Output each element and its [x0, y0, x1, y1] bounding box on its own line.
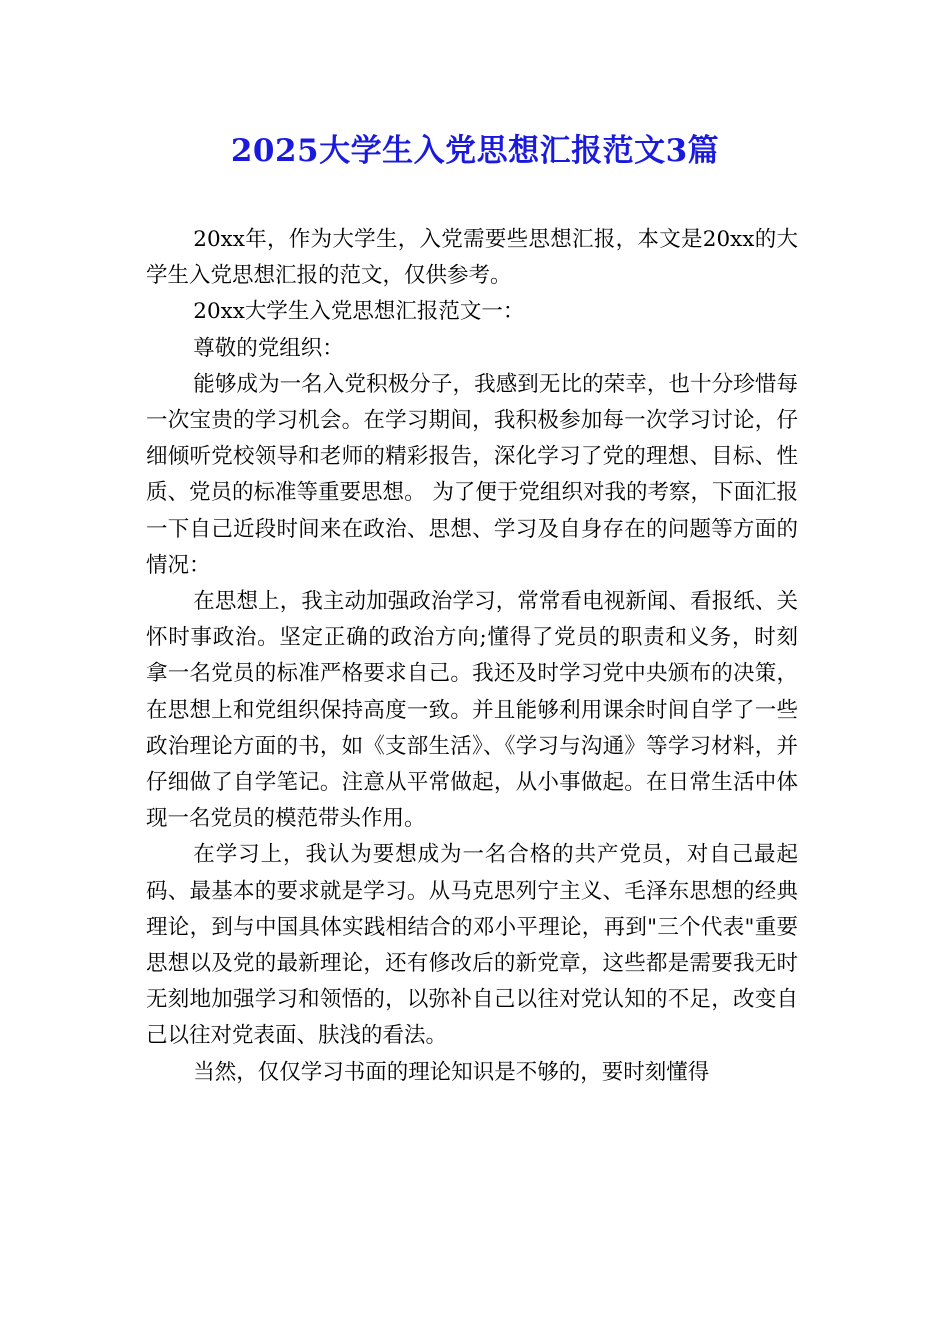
paragraph-section-heading: 20xx大学生入党思想汇报范文一：	[193, 299, 525, 325]
paragraph-thought: 在思想上，我主动加强政治学习，常常看电视新闻、看报纸、关怀时事政治。坚定正确的政治方向;懂得了党员的职责和义务，时刻拿一名党员的标准严格要求自己。我还及时学习党中央颁布的决策，在思想上和党组织保持高度一致。并且能够利用课余时间自学了一些政治理论方面的书，如《支部生活》、《学习与沟通》等学习材料，并仔细做了自学笔记。注意从平常做起，从小事做起。在日常生活中体现一名党员的模范带头作用。	[146, 589, 798, 832]
paragraph-opening: 能够成为一名入党积极分子，我感到无比的荣幸，也十分珍惜每一次宝贵的学习机会。在学习期间，我积极参加每一次学习讨论，仔细倾听党校领导和老师的精彩报告，深化学习了党的理想、目标、性质、党员的标准等重要思想。 为了便于党组织对我的考察，下面汇报一下自己近段时间来在政治、思想、学习及自身存在的问题等方面的情况：	[146, 371, 798, 578]
paragraph-salutation: 尊敬的党组织：	[193, 335, 344, 361]
paragraph-study: 在学习上，我认为要想成为一名合格的共产党员，对自己最起码、最基本的要求就是学习。从马克思列宁主义、毛泽东思想的经典理论，到与中国具体实践相结合的邓小平理论，再到"三个代表"重要思想以及党的最新理论，还有修改后的新党章，这些都是需要我无时无刻地加强学习和领悟的，以弥补自己以往对党认知的不足，改变自己以往对党表面、肤浅的看法。	[146, 842, 798, 1049]
paragraph-intro: 20xx年，作为大学生，入党需要些思想汇报，本文是20xx的大学生入党思想汇报的范文，仅供参考。	[146, 227, 798, 289]
document-body	[146, 222, 798, 1091]
document-title: 2025大学生入党思想汇报范文3篇	[230, 133, 720, 169]
paragraph-continuation: 当然，仅仅学习书面的理论知识是不够的，要时刻懂得	[193, 1059, 710, 1085]
